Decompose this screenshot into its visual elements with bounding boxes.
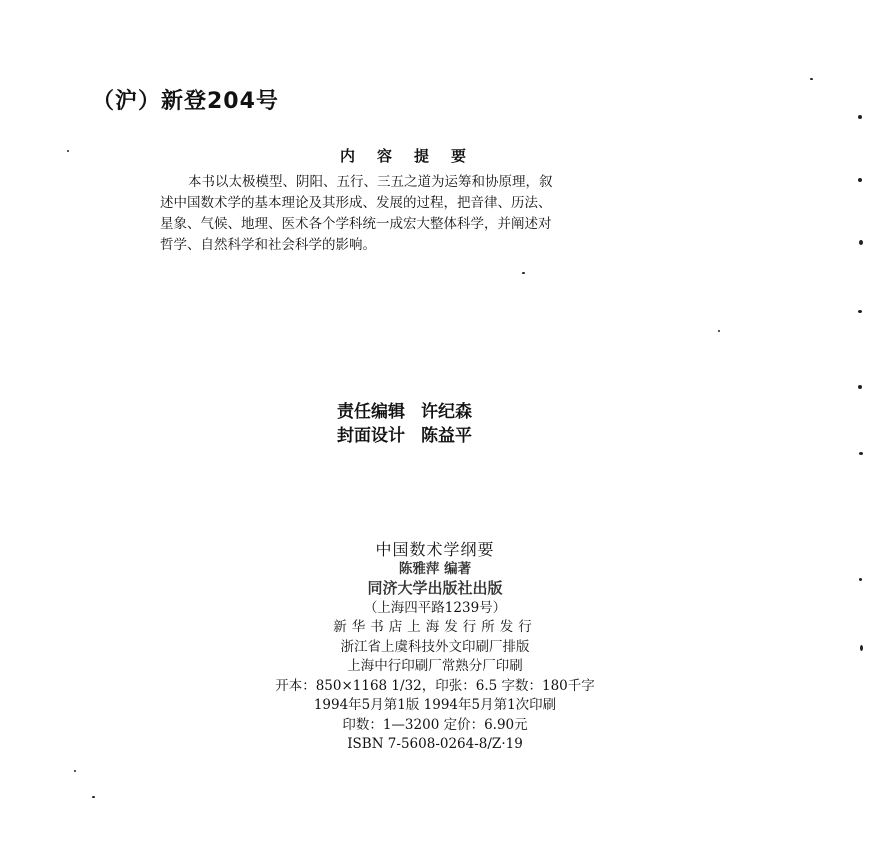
scan-speck <box>67 150 69 152</box>
printer-line: 上海中行印刷厂常熟分厂印刷 <box>347 658 523 674</box>
editor-name: 许纪森 <box>421 402 472 422</box>
isbn-line: ISBN 7-5608-0264-8/Z·19 <box>347 736 523 752</box>
scan-speck <box>92 796 95 798</box>
summary-text <box>160 172 700 256</box>
format-line: 开本：850×1168 1/32，印张：6.5 字数：180千字 <box>275 677 595 694</box>
editor-row <box>337 400 472 424</box>
cover-designer-row <box>337 424 472 448</box>
registration-number: （沪）新登204号 <box>92 89 279 114</box>
print-run-line: 印数：1—3200 定价：6.90元 <box>342 716 528 733</box>
publisher-line: 同济大学出版社出版 <box>367 579 503 597</box>
scan-speck <box>860 645 863 651</box>
typesetter-line: 浙江省上虞科技外文印刷厂排版 <box>340 638 530 655</box>
summary-line: 哲学、自然科学和社会科学的影响。 <box>160 237 376 253</box>
scan-speck <box>858 385 862 389</box>
scan-speck <box>858 178 862 182</box>
scan-speck <box>522 272 525 274</box>
scan-speck <box>858 115 862 119</box>
publisher-address: （上海四平路1239号） <box>363 599 507 616</box>
cover-designer-label: 封面设计 <box>337 426 405 446</box>
scan-speck <box>859 452 863 455</box>
credits-block <box>337 400 472 448</box>
summary-line: 本书以太极模型、阴阳、五行、三五之道为运筹和协原理，叙 <box>188 174 553 190</box>
cover-designer-name: 陈益平 <box>421 426 472 446</box>
book-title: 中国数术学纲要 <box>375 540 495 559</box>
scan-speck <box>858 310 862 313</box>
distributor-line: 新华书店上海发行所发行 <box>333 619 537 635</box>
author-line: 陈雅萍 编著 <box>398 560 472 577</box>
summary-line: 星象、气候、地理、医术各个学科统一成宏大整体科学，并阐述对 <box>160 216 552 232</box>
editor-label: 责任编辑 <box>337 402 405 422</box>
edition-line: 1994年5月第1版 1994年5月第1次印刷 <box>313 697 557 713</box>
colophon <box>200 540 670 755</box>
scan-speck <box>718 330 720 332</box>
scan-speck <box>810 78 813 80</box>
scan-speck <box>74 770 76 772</box>
summary-line: 述中国数术学的基本理论及其形成、发展的过程，把音律、历法、 <box>160 195 552 211</box>
summary-heading: 内容提要 <box>339 147 488 165</box>
scan-speck <box>859 240 863 245</box>
scan-speck <box>859 578 862 581</box>
